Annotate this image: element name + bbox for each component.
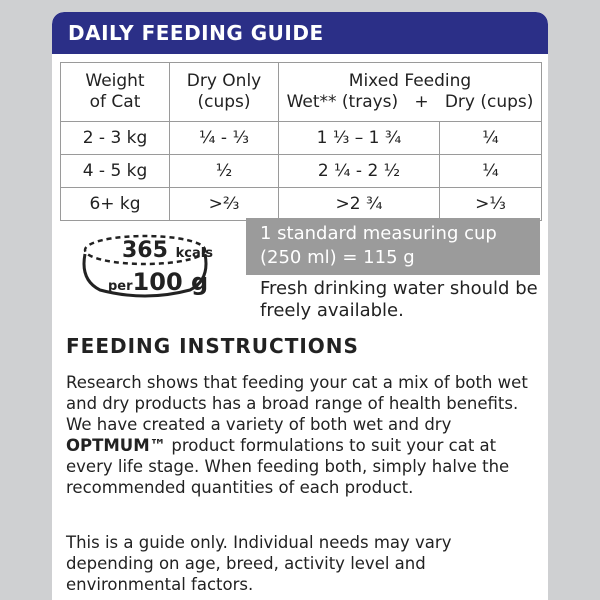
measuring-cup-info [246, 218, 540, 275]
weight-header-line1: Weight [85, 71, 145, 91]
mixed-header-sub: Wet** (trays) + Dry (cups) [286, 92, 534, 112]
feeding-guide-card [52, 12, 548, 600]
table-row [61, 188, 542, 221]
wet-cell: >2 ¾ [279, 188, 440, 221]
instructions-title: FEEDING INSTRUCTIONS [66, 334, 359, 358]
kcal-amount: 100 g [132, 268, 209, 296]
kcal-unit: kcals [175, 246, 213, 261]
weight-header-line2: of Cat [89, 92, 141, 112]
dry-only-header [170, 63, 279, 122]
cup-info-line2: (250 ml) = 115 g [260, 247, 415, 268]
wet-cell: 1 ⅓ – 1 ¾ [279, 122, 440, 155]
dry-only-cell: >⅔ [170, 188, 279, 221]
dry-header-line1: Dry Only [186, 71, 262, 91]
kcal-value: 365 [122, 238, 168, 263]
mixed-feeding-header [279, 63, 542, 122]
feeding-table [60, 62, 542, 221]
kcal-per: per [108, 279, 133, 294]
instructions-text-a: Research shows that feeding your cat a mix of both wet and dry products has a broad range of health benefits. We have created a variety of both wet and dry [66, 373, 528, 434]
table-row [61, 122, 542, 155]
weight-cell: 2 - 3 kg [61, 122, 170, 155]
mixed-dry-cell: >⅓ [440, 188, 542, 221]
dry-header-line2: (cups) [197, 92, 251, 112]
guide-title: DAILY FEEDING GUIDE [52, 12, 548, 54]
kcal-value-line [122, 238, 213, 263]
weight-header [61, 63, 170, 122]
mixed-header-title: Mixed Feeding [348, 71, 472, 91]
kcal-badge [70, 230, 220, 302]
kcal-per-line [108, 268, 208, 296]
table-row [61, 155, 542, 188]
instructions-text-b: product formulations to suit your cat at every life stage. When feeding both, simply halve the recommended quantities of each product. [66, 436, 510, 497]
wet-cell: 2 ¼ - 2 ½ [279, 155, 440, 188]
mixed-dry-cell: ¼ [440, 155, 542, 188]
water-note: Fresh drinking water should be freely available. [260, 278, 538, 321]
table-header-row [61, 63, 542, 122]
dry-only-cell: ½ [170, 155, 279, 188]
brand-name: OPTMUM™ [66, 436, 167, 455]
instructions-paragraph-2: This is a guide only. Individual needs may vary depending on age, breed, activity level and environmental factors. [66, 533, 452, 594]
weight-cell: 4 - 5 kg [61, 155, 170, 188]
weight-cell: 6+ kg [61, 188, 170, 221]
dry-only-cell: ¼ - ⅓ [170, 122, 279, 155]
cup-info-line1: 1 standard measuring cup [260, 223, 497, 244]
mixed-dry-cell: ¼ [440, 122, 542, 155]
instructions-paragraph-1 [66, 372, 542, 498]
